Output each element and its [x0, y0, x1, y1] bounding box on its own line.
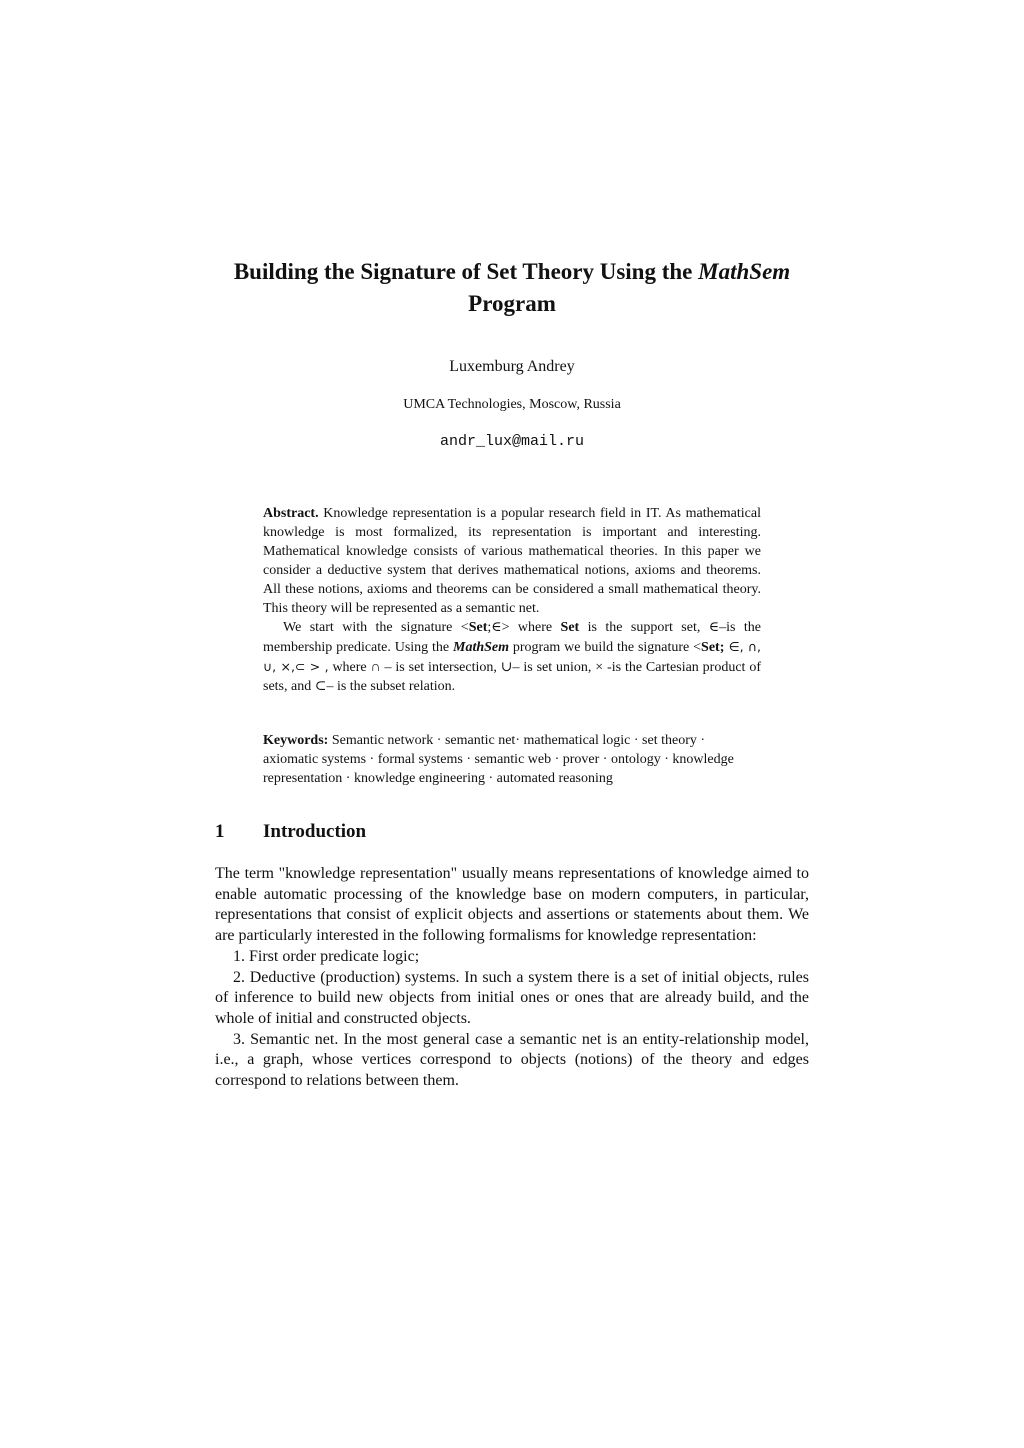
keywords-text: Semantic network · semantic net· mathematical logic · set theory · axiomatic systems · formal systems · semantic web · prover · ontology · knowledge representation · knowledge engineering · automated reasoning	[263, 733, 734, 786]
title-mathsem: MathSem	[698, 259, 791, 284]
body-paragraph-1: The term "knowledge representation" usually means representations of knowledge aimed to enable automatic processing of the knowledge base on modern computers, in particular, representations that consist of explicit objects and assertions or statements about them. We are particularly interested in the following formalisms for knowledge representation:	[215, 865, 809, 945]
list-item-2: 2. Deductive (production) systems. In such a system there is a set of initial objects, rules of inference to build new objects from initial ones or ones that are already build, and the whole of initial and constructed objects.	[215, 968, 809, 1027]
affiliation: UMCA Technologies, Moscow, Russia	[403, 397, 621, 412]
section-body	[215, 864, 809, 1092]
abstract-p2-b: ;∈> where	[487, 620, 561, 635]
list-item-1: 1. First order predicate logic;	[233, 947, 420, 965]
abstract-p2-a: We start with the signature <	[283, 620, 469, 635]
abstract-paragraph-2	[263, 618, 761, 696]
author-name: Luxemburg Andrey	[449, 358, 575, 375]
abstract	[263, 504, 761, 696]
abstract-set-3: Set;	[701, 640, 725, 655]
abstract-p2-d: program we build the signature	[509, 640, 694, 655]
abstract-label: Abstract.	[263, 506, 319, 521]
title-line1-prefix: Building the Signature of Set Theory Using the	[233, 259, 699, 284]
abstract-p2-c: is the support set, ∈–is the membership predicate. Using the	[263, 620, 761, 655]
abstract-set-1: Set	[468, 620, 488, 635]
abstract-text-1: Knowledge representation is a popular research field in IT. As mathematical knowledge is most formalized, its representation is important and interesting. Mathematical knowledge consists of various mathematical theories. In this paper we consider a deductive system that derives mathematical notions, axioms and theorems. All these notions, axioms and theorems can be considered a small mathematical theory. This theory will be represented as a semantic net.	[263, 506, 761, 616]
section-heading	[215, 820, 815, 844]
keywords	[263, 731, 761, 788]
section-number: 1	[215, 821, 225, 842]
title-line2: Program	[468, 291, 556, 316]
keywords-label: Keywords:	[263, 733, 329, 748]
paper-title	[180, 256, 844, 320]
list-item-3: 3. Semantic net. In the most general case a semantic net is an entity-relationship model, i.e., a graph, whose vertices correspond to objects (notions) of the theory and edges correspond to relations between them.	[215, 1030, 809, 1090]
abstract-paragraph-1	[263, 504, 761, 618]
abstract-sig-open: <	[693, 640, 702, 655]
section-title: Introduction	[263, 821, 367, 842]
author-email[interactable]: andr_lux@mail.ru	[439, 433, 585, 450]
abstract-mathsem: MathSem	[453, 640, 510, 655]
abstract-set-2: Set	[560, 620, 580, 635]
abstract-p2-e: where ∩ – is set intersection, ∪– is set union, × -is the Cartesian product of sets, and ⊂– is the subset relation.	[263, 660, 761, 694]
abstract-signature-symbols: ∈, ∩, ∪, ×,⊂ > ,	[263, 639, 762, 674]
